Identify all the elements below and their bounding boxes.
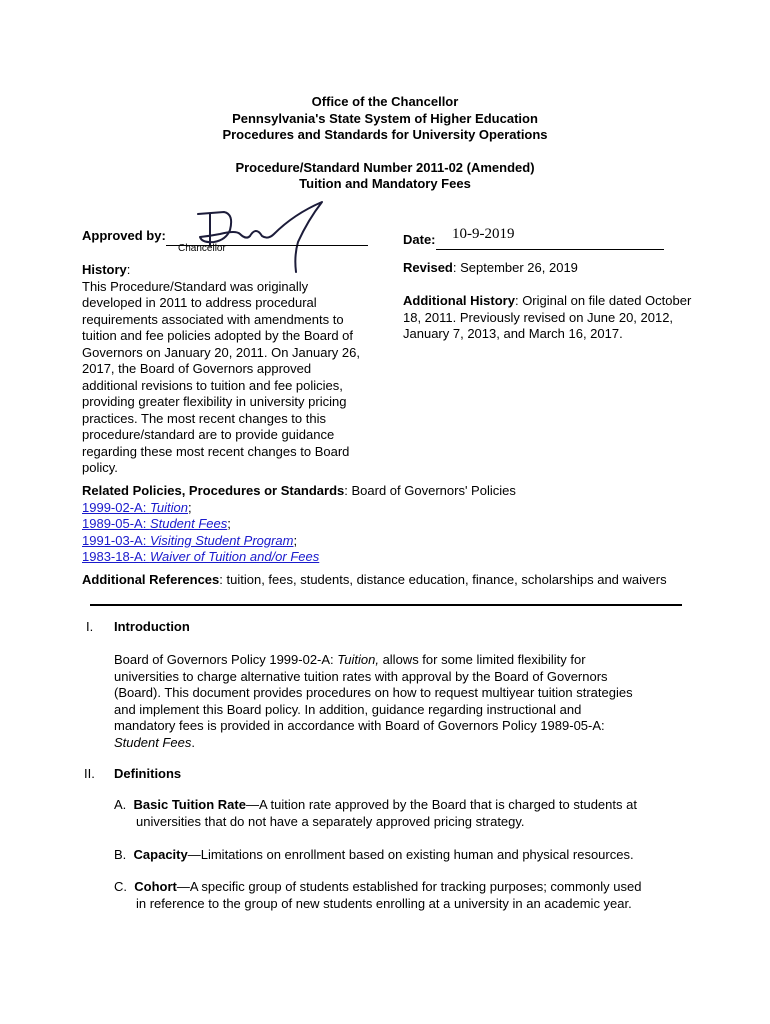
header-system: Pennsylvania's State System of Higher Education: [232, 110, 538, 126]
related-rest: Board of Governors' Policies: [351, 483, 516, 498]
history-line: additional revisions to tuition and fee policies,: [82, 377, 343, 393]
additional-history-label: Additional History: [403, 293, 515, 308]
header-office: Office of the Chancellor: [311, 94, 459, 109]
section-1-numeral: I.: [86, 619, 94, 634]
approved-by-label: Approved by:: [82, 228, 166, 243]
additional-references-value: tuition, fees, students, distance education, finance, scholarships and waivers: [226, 572, 667, 587]
definition-b: B. Capacity—Limitations on enrollment based on existing human and physical resources.: [114, 847, 634, 862]
header-number: Procedure/Standard Number 2011-02 (Amended): [235, 159, 535, 175]
policy-link-waiver[interactable]: 1983-18-A: Waiver of Tuition and/or Fees: [82, 549, 320, 564]
header-title: Tuition and Mandatory Fees: [299, 176, 471, 191]
date-row: [403, 232, 664, 250]
section-2-numeral: II.: [84, 766, 95, 781]
document-header: [0, 94, 770, 193]
policy-link-student-fees[interactable]: 1989-05-A: Student Fees: [82, 516, 228, 531]
history-block: History: This Procedure/Standard was originally developed in 2011 to address procedural requirements associated with amendments to tuition and fee policies adopted by the Board of Governors on January 20, 2011. On January 26, 2017, the Board of Governors approved additional revisions to tuition and fee policies, providing greater flexibility in university pricing practices. The most recent changes to this procedure/standard are to provide guidance regarding these most recent changes to Board policy.: [82, 262, 382, 477]
revised-row: Revised: September 26, 2019: [403, 260, 578, 275]
history-line: regarding these most recent changes to Board: [82, 443, 350, 459]
history-line: This Procedure/Standard was originally: [82, 278, 309, 294]
history-text: [82, 279, 382, 477]
history-line: procedure/standard are to provide guidance: [82, 427, 335, 442]
related-policies-block: Related Policies, Procedures or Standards: Board of Governors' Policies 1999-02-A: Tuition; 1989-05-A: Student Fees; 1991-03-A: Visiting Student Program; 1983-18-A: Waiver of Tuition and/or Fees: [82, 483, 516, 564]
history-line: 2017, the Board of Governors approved: [82, 361, 312, 376]
definition-a: A. Basic Tuition Rate—A tuition rate approved by the Board that is charged to students at universities that do not have a separately approved pricing strategy.: [114, 797, 637, 829]
policy-link-visiting-student[interactable]: 1991-03-A: Visiting Student Program: [82, 532, 294, 548]
additional-history-block: Additional History: Original on file dated October 18, 2011. Previously revised on June 20, 2012, January 7, 2013, and March 16, 2017.: [403, 293, 733, 343]
history-line: policy.: [82, 460, 118, 475]
history-label: History: [82, 262, 127, 277]
chancellor-label: Chancellor: [178, 243, 226, 254]
additional-references-row: Additional References: tuition, fees, students, distance education, finance, scholarships and waivers: [82, 572, 667, 587]
additional-history-line2: 18, 2011. Previously revised on June 20, 2012,: [403, 309, 674, 325]
revised-label: Revised: [403, 260, 453, 275]
history-line: developed in 2011 to address procedural: [82, 295, 317, 310]
history-line: Governors on January 20, 2011. On January 26,: [82, 344, 360, 360]
section-1-title: Introduction: [114, 619, 190, 634]
history-line: providing greater flexibility in university pricing: [82, 394, 347, 409]
related-label: Related Policies, Procedures or Standards: [82, 483, 345, 498]
revised-value: September 26, 2019: [460, 260, 578, 275]
section-1-body: Board of Governors Policy 1999-02-A: Tuition, allows for some limited flexibility for universities to charge alternative tuition rates with approval by the Board of Governors (Board). This document provides procedures on how to request multiyear tuition strategies and implement this Board policy. In addition, guidance regarding instructional and mandatory fees is provided in accordance with Board of Governors Policy 1989-05-A: Student Fees.: [114, 652, 633, 750]
date-label: Date:: [403, 232, 436, 247]
section-2-title: Definitions: [114, 766, 182, 781]
history-line: requirements associated with amendments to: [82, 311, 344, 327]
date-value: 10-9-2019: [452, 226, 515, 242]
policy-link-tuition[interactable]: 1999-02-A: Tuition: [82, 499, 188, 515]
header-procedures: Procedures and Standards for University Operations: [222, 127, 548, 142]
additional-history-line3: January 7, 2013, and March 16, 2017.: [403, 326, 623, 341]
history-line: practices. The most recent changes to this: [82, 410, 326, 426]
definition-c: C. Cohort—A specific group of students established for tracking purposes; commonly used in reference to the group of new students enrolling at a university in an academic year.: [114, 879, 642, 911]
additional-references-label: Additional References: [82, 572, 220, 587]
section-divider: [90, 604, 682, 606]
additional-history-line1: Original on file dated October: [522, 293, 692, 308]
history-line: tuition and fee policies adopted by the Board of: [82, 328, 354, 343]
